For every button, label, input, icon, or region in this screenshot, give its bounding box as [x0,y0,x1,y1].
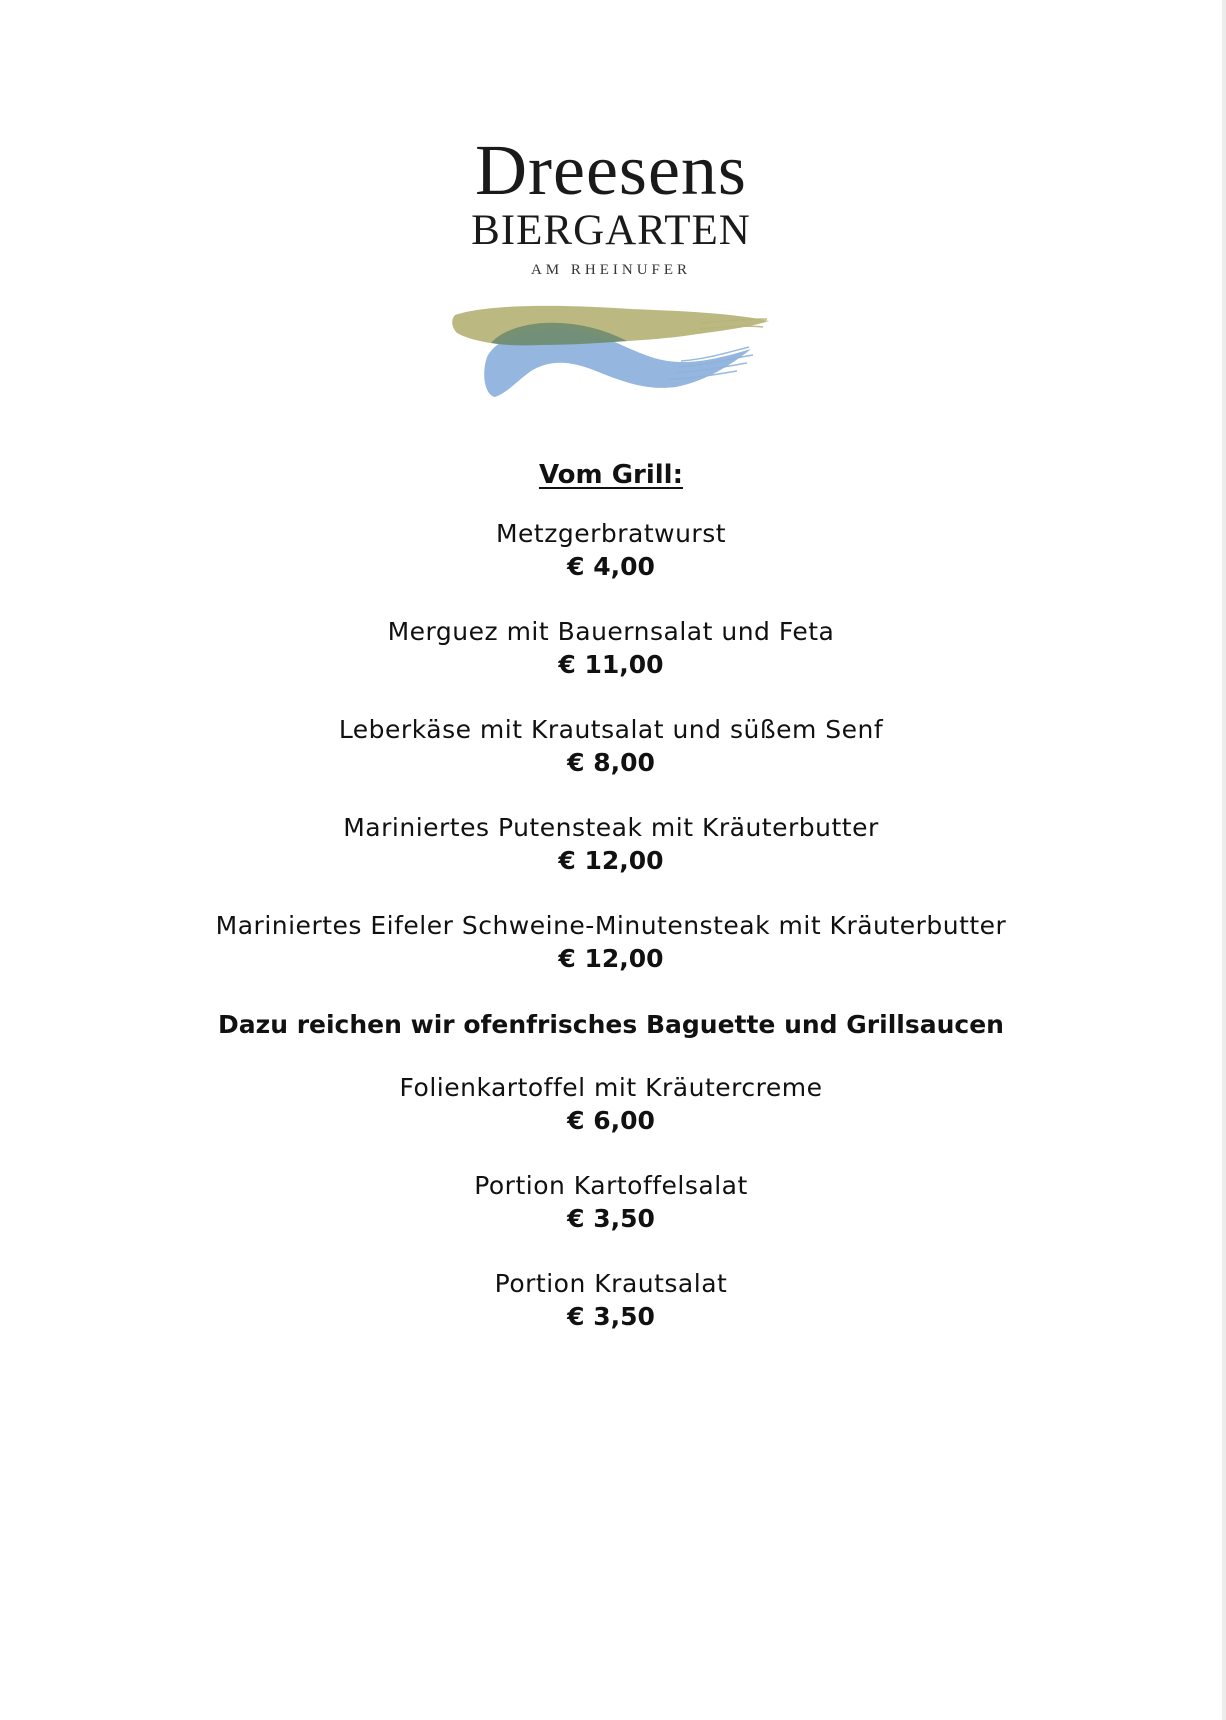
item-price: € 6,00 [567,1106,655,1135]
logo-title: Dreesens [475,130,747,210]
logo-subtitle: BIERGARTEN [471,207,751,254]
menu-item [0,518,1222,584]
item-name: Merguez mit Bauernsalat und Feta [387,617,835,646]
menu [0,458,1222,1366]
item-price: € 4,00 [567,552,655,581]
item-price: € 8,00 [567,748,655,777]
menu-item [0,616,1222,682]
item-name: Mariniertes Putensteak mit Kräuterbutter [343,813,879,842]
menu-item [0,1170,1222,1236]
item-price: € 3,50 [567,1204,655,1233]
item-name: Portion Krautsalat [494,1269,728,1298]
menu-item [0,714,1222,780]
logo [0,130,1222,401]
logo-tagline: AM RHEINUFER [530,262,692,278]
section-heading: Vom Grill: [538,460,683,490]
item-price: € 12,00 [558,846,664,875]
menu-item [0,1072,1222,1138]
item-price: € 11,00 [558,650,664,679]
item-name: Portion Kartoffelsalat [474,1171,748,1200]
item-price: € 12,00 [558,944,664,973]
menu-item [0,910,1222,976]
item-name: Folienkartoffel mit Kräutercreme [399,1073,823,1102]
menu-item [0,1268,1222,1334]
item-name: Mariniertes Eifeler Schweine-Minutensteak mit Kräuterbutter [215,911,1007,940]
item-name: Metzgerbratwurst [495,519,727,548]
item-price: € 3,50 [567,1302,655,1331]
brush-stroke-logo-icon [451,301,771,401]
item-name: Leberkäse mit Krautsalat und süßem Senf [338,715,884,744]
menu-item [0,812,1222,878]
menu-note: Dazu reichen wir ofenfrisches Baguette und Grillsaucen [218,1010,1004,1039]
